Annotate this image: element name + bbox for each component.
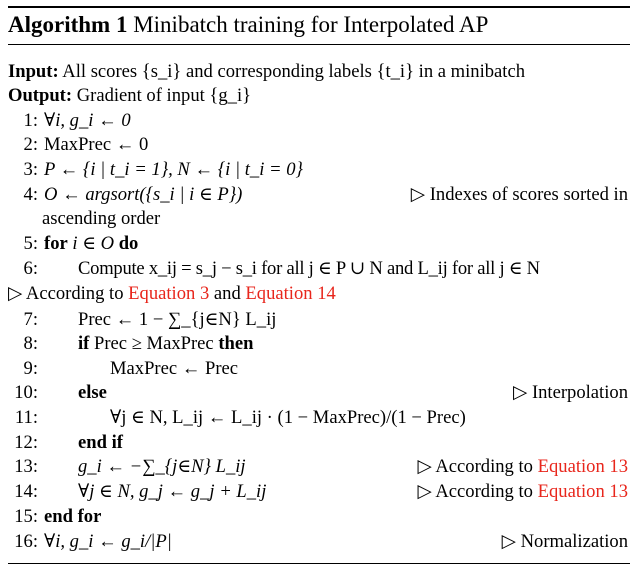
algo-line-9 bbox=[8, 357, 628, 381]
line-continuation: ascending order bbox=[42, 208, 161, 229]
algorithm-caption: Minibatch training for Interpolated AP bbox=[133, 12, 489, 37]
line-number: 13: bbox=[14, 456, 38, 477]
line-comment: ▷ Normalization bbox=[501, 531, 628, 552]
algo-line-13 bbox=[8, 455, 628, 479]
output-text: Gradient of input {g_i} bbox=[76, 85, 252, 106]
line-number: 14: bbox=[14, 481, 38, 502]
line-code: Prec ≥ MaxPrec bbox=[94, 333, 214, 354]
algo-line-11 bbox=[8, 406, 628, 430]
line-number: 2: bbox=[23, 134, 38, 155]
keyword-then: then bbox=[218, 333, 254, 354]
algo-line-1 bbox=[8, 109, 628, 133]
bottom-rule bbox=[8, 563, 630, 564]
line-comment: ▷ Interpolation bbox=[513, 382, 628, 403]
line-number: 1: bbox=[23, 110, 38, 131]
line-code: ∀i, g_i ← g_i/|P| bbox=[44, 531, 172, 552]
line-comment-group bbox=[417, 480, 628, 504]
algorithm-label: Algorithm 1 bbox=[8, 12, 128, 37]
input-line bbox=[8, 60, 628, 84]
line-number: 8: bbox=[23, 333, 38, 354]
line-comment-group bbox=[417, 455, 628, 479]
line-code: MaxPrec ← Prec bbox=[110, 358, 239, 379]
input-text: All scores {s_i} and corresponding labels {t_i} in a minibatch bbox=[62, 61, 526, 82]
algo-line-4-cont bbox=[8, 207, 628, 231]
algo-line-8 bbox=[8, 332, 628, 356]
line-number: 6: bbox=[23, 258, 38, 279]
algo-line-5 bbox=[8, 232, 628, 256]
keyword-end-for: end for bbox=[44, 506, 102, 527]
algo-line-3 bbox=[8, 158, 628, 182]
line-code: Compute x_ij = s_j − s_i for all j ∈ P ∪ N and L_ij for all j ∈ N bbox=[78, 258, 540, 279]
line-number: 5: bbox=[23, 233, 38, 254]
line-code: i ∈ O bbox=[72, 233, 115, 254]
line-number: 11: bbox=[14, 407, 38, 428]
algo-line-10 bbox=[8, 381, 628, 405]
line-code: g_i ← −∑_{j∈N} L_ij bbox=[78, 456, 246, 477]
output-line bbox=[8, 84, 628, 108]
line-comment: ▷ According to bbox=[417, 481, 533, 502]
keyword-for: for bbox=[44, 233, 68, 254]
algo-line-15 bbox=[8, 505, 628, 529]
algo-line-12 bbox=[8, 431, 628, 455]
keyword-else: else bbox=[78, 382, 107, 403]
line-number: 16: bbox=[14, 531, 38, 552]
line-number: 9: bbox=[23, 358, 38, 379]
line-code: P ← {i | t_i = 1}, N ← {i | t_i = 0} bbox=[44, 159, 303, 180]
algo-line-4 bbox=[8, 183, 628, 207]
output-label: Output: bbox=[8, 85, 73, 106]
keyword-do: do bbox=[118, 233, 139, 254]
conjunction: and bbox=[213, 283, 241, 304]
equation-13-link[interactable]: Equation 13 bbox=[537, 456, 628, 477]
top-rule bbox=[8, 6, 630, 8]
algo-line-7 bbox=[8, 308, 628, 332]
line-number: 7: bbox=[23, 309, 38, 330]
line-comment: ▷ According to bbox=[417, 456, 533, 477]
algo-line-6 bbox=[8, 257, 628, 281]
algorithm-title bbox=[8, 10, 488, 40]
line-code: O ← argsort({s_i | i ∈ P}) bbox=[44, 184, 243, 205]
input-label: Input: bbox=[8, 61, 59, 82]
title-rule bbox=[8, 44, 630, 45]
line-code: ∀j ∈ N, g_j ← g_j + L_ij bbox=[78, 481, 267, 502]
algo-line-14 bbox=[8, 480, 628, 504]
line-number: 10: bbox=[14, 382, 38, 403]
equation-13-link[interactable]: Equation 13 bbox=[537, 481, 628, 502]
line-comment: ▷ Indexes of scores sorted in bbox=[410, 184, 628, 205]
line-comment: ▷ According to bbox=[8, 283, 124, 304]
equation-14-link[interactable]: Equation 14 bbox=[245, 283, 336, 304]
algo-line-6-cont bbox=[8, 282, 628, 306]
equation-3-link[interactable]: Equation 3 bbox=[128, 283, 210, 304]
line-code: Prec ← 1 − ∑_{j∈N} L_ij bbox=[78, 309, 277, 330]
line-code: ∀i, g_i ← 0 bbox=[44, 110, 131, 131]
line-code: MaxPrec ← 0 bbox=[44, 134, 149, 155]
keyword-if: if bbox=[78, 333, 90, 354]
line-number: 3: bbox=[23, 159, 38, 180]
algo-line-2 bbox=[8, 133, 628, 157]
keyword-end-if: end if bbox=[78, 432, 123, 453]
line-number: 12: bbox=[14, 432, 38, 453]
line-number: 4: bbox=[23, 184, 38, 205]
line-number: 15: bbox=[14, 506, 38, 527]
line-code: ∀j ∈ N, L_ij ← L_ij · (1 − MaxPrec)/(1 − Prec) bbox=[110, 407, 466, 428]
algo-line-16 bbox=[8, 530, 628, 554]
